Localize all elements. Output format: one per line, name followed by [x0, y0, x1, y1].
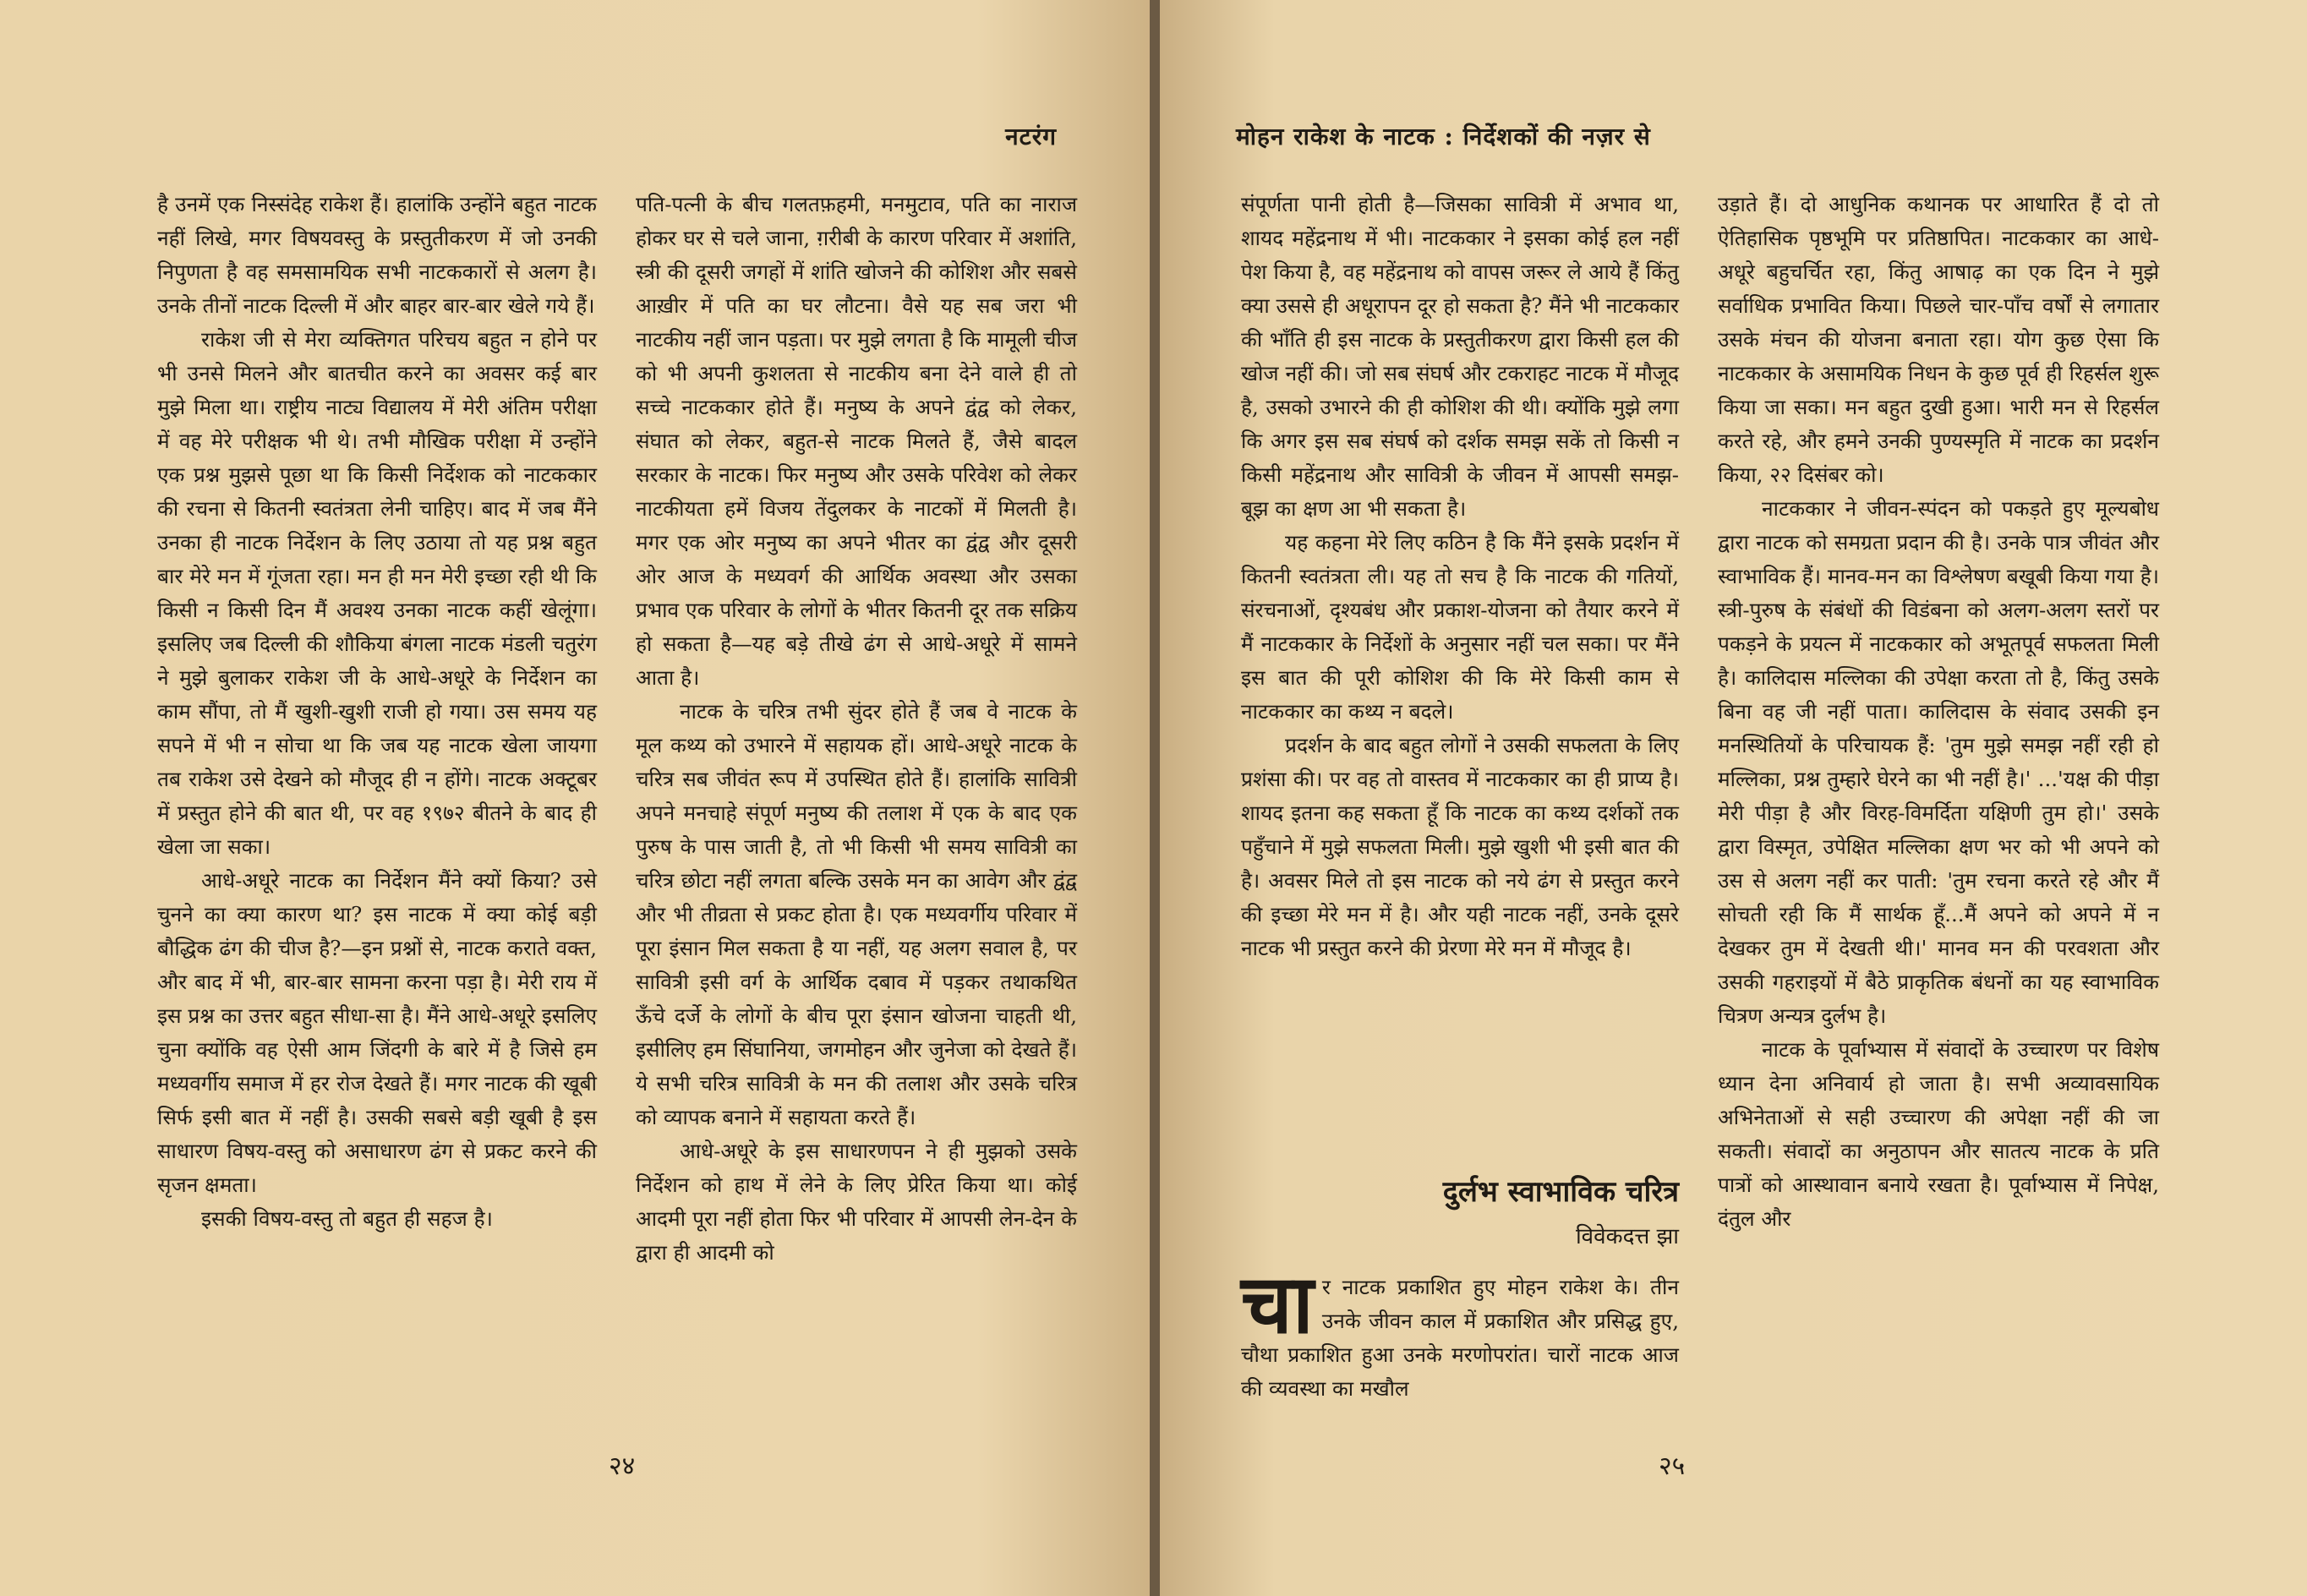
paragraph: नाटककार ने जीवन-स्पंदन को पकड़ते हुए मूल्यबोध द्वारा नाटक को समग्रता प्रदान की है। उनके पात्र जीवंत और स्वाभाविक हैं। मानव-मन का विश्लेषण बखूबी किया गया है। स्त्री-पुरुष के संबंधों की विडंबना को अलग-अलग स्तरों पर पकड़ने के प्रयत्न में नाटककार को अभूतपूर्व सफलता मिली है। कालिदास मल्लिका की उपेक्षा करता तो है, किंतु उसके बिना वह जी नहीं पाता। कालिदास के संवाद उसकी इन मनस्थितियों के परिचायक हैं: 'तुम मुझे समझ नहीं रही हो मल्लिका, प्रश्न तुम्हारे घेरने का भी नहीं है।' ...'यक्ष की पीड़ा मेरी पीड़ा है और विरह-विमर्दिता यक्षिणी तुम हो।' उसके द्वारा विस्मृत, उपेक्षित मल्लिका क्षण भर को भी अपने को उस से अलग नहीं कर पाती: 'तुम रचना करते रहे और मैं सोचती रही कि मैं सार्थक हूँ...मैं अपने को अपने में न देखकर तुम में देखती थी।' मानव मन की परवशता और उसकी गहराइयों में बैठे प्राकृतिक बंधनों का यह स्वाभाविक चित्रण अन्यत्र दुर्लभ है।	[1718, 496, 2159, 1028]
left-column-2	[636, 188, 1077, 1270]
page-number: २४	[609, 1451, 636, 1481]
paragraph: नाटक के पूर्वाभ्यास में संवादों के उच्चारण पर विशेष ध्यान देना अनिवार्य हो जाता है। सभी अव्यावसायिक अभिनेताओं से सही उच्चारण की अपेक्षा नहीं की जा सकती। संवादों का अनुठापन और सातत्य नाटक के प्रति पात्रों को आस्थावान बनाये रखता है। पूर्वाभ्यास में निपेक्ष, दंतुल और	[1718, 1037, 2159, 1231]
paragraph: प्रदर्शन के बाद बहुत लोगों ने उसकी सफलता के लिए प्रशंसा की। पर वह तो वास्तव में नाटककार का ही प्राप्य है। शायद इतना कह सकता हूँ कि नाटक का कथ्य दर्शकों तक पहुँचाने में मुझे सफलता मिली। मुझे खुशी भी इसी बात की है। अवसर मिले तो इस नाटक को नये ढंग से प्रस्तुत करने की इच्छा मेरे मन में है। और यही नाटक नहीं, उनके दूसरे नाटक भी प्रस्तुत करने की प्रेरणा मेरे मन में मौजूद है।	[1241, 733, 1679, 960]
running-head: मोहन राकेश के नाटक : निर्देशकों की नज़र से	[1236, 123, 1651, 150]
paragraph: आधे-अधूरे नाटक का निर्देशन मैंने क्यों किया? उसे चुनने का क्या कारण था? इस नाटक में क्या कोई बड़ी बौद्धिक ढंग की चीज है?—इन प्रश्नों से, नाटक कराते वक्त, और बाद में भी, बार-बार सामना करना पड़ा है। मेरी राय में इस प्रश्न का उत्तर बहुत सीधा-सा है। मैंने आधे-अधूरे इसलिए चुना क्योंकि वह ऐसी आम जिंदगी के बारे में है जिसे हम मध्यवर्गीय समाज में हर रोज देखते हैं। मगर नाटक की खूबी सिर्फ इसी बात में नहीं है। उसकी सबसे बड़ी खूबी है इस साधारण विषय-वस्तु को असाधारण ढंग से प्रकट करने की सृजन क्षमता।	[157, 868, 597, 1197]
left-page	[0, 0, 1150, 1596]
paragraph: इसकी विषय-वस्तु तो बहुत ही सहज है।	[201, 1206, 493, 1231]
paragraph: नाटक के चरित्र तभी सुंदर होते हैं जब वे नाटक के मूल कथ्य को उभारने में सहायक हों। आधे-अधूरे नाटक के चरित्र सब जीवंत रूप में उपस्थित होते हैं। हालांकि सावित्री अपने मनचाहे संपूर्ण मनुष्य की तलाश में एक के बाद एक पुरुष के पास जाती है, तो भी किसी भी समय सावित्री का चरित्र छोटा नहीं लगता बल्कि उसके मन का आवेग और द्वंद्व और भी तीव्रता से प्रकट होता है। एक मध्यवर्गीय परिवार में पूरा इंसान मिल सकता है या नहीं, यह अलग सवाल है, पर सावित्री इसी वर्ग के आर्थिक दबाव में पड़कर तथाकथित ऊँचे दर्जे के लोगों के बीच पूरा इंसान खोजना चाहती थी, इसीलिए हम सिंघानिया, जगमोहन और जुनेजा को देखते हैं। ये सभी चरित्र सावित्री के मन की तलाश और उसके चरित्र को व्यापक बनाने में सहायता करते हैं।	[636, 699, 1077, 1129]
section-body	[1241, 1256, 1679, 1406]
page-number: २५	[1659, 1451, 1686, 1481]
drop-cap: चा	[1241, 1256, 1314, 1352]
article-section	[1241, 1171, 1679, 1406]
paragraph: राकेश जी से मेरा व्यक्तिगत परिचय बहुत न होने पर भी उनसे मिलने और बातचीत करने का अवसर कई बार मुझे मिला था। राष्ट्रीय नाट्य विद्यालय में मेरी अंतिम परीक्षा में वह मेरे परीक्षक भी थे। तभी मौखिक परीक्षा में उन्होंने एक प्रश्न मुझसे पूछा था कि किसी निर्देशक को नाटककार की रचना से कितनी स्वतंत्रता लेनी चाहिए। बाद में जब मैंने उनका ही नाटक निर्देशन के लिए उठाया तो यह प्रश्न बहुत बार मेरे मन में गूंजता रहा। मन ही मन मेरी इच्छा रही थी कि किसी न किसी दिन मैं अवश्य उनका नाटक कहीं खेलूंगा। इसलिए जब दिल्ली की शौकिया बंगला नाटक मंडली चतुरंग ने मुझे बुलाकर राकेश जी के आधे-अधूरे के निर्देशन का काम सौंपा, तो मैं खुशी-खुशी राजी हो गया। उस समय यह सपने में भी न सोचा था कि जब यह नाटक खेला जायगा तब राकेश उसे देखने को मौजूद ही न होंगे। नाटक अक्टूबर में प्रस्तुत होने की बात थी, पर वह १९७२ बीतने के बाद ही खेला जा सका।	[157, 327, 597, 859]
paragraph: पति-पत्नी के बीच गलतफ़हमी, मनमुटाव, पति का नाराज होकर घर से चले जाना, ग़रीबी के कारण परिवार में अशांति, स्त्री की दूसरी जगहों में शांति खोजने की कोशिश और सबसे आख़ीर में पति का घर लौटना। वैसे यह सब जरा भी नाटकीय नहीं जान पड़ता। पर मुझे लगता है कि मामूली चीज को भी अपनी कुशलता से नाटकीय बना देने वाले ही तो सच्चे नाटककार होते हैं। मनुष्य के अपने द्वंद्व को लेकर, संघात को लेकर, बहुत-से नाटक मिलते हैं, जैसे बादल सरकार के नाटक। फिर मनुष्य और उसके परिवेश को लेकर नाटकीयता हमें विजय तेंदुलकर के नाटकों में मिलती है। मगर एक ओर मनुष्य का अपने भीतर का द्वंद्व और दूसरी ओर आज के मध्यवर्ग की आर्थिक अवस्था और उसका प्रभाव एक परिवार के लोगों के भीतर कितनी दूर तक सक्रिय हो सकता है—यह बड़े तीखे ढंग से आधे-अधूरे में सामने आता है।	[636, 192, 1077, 690]
left-column-1	[157, 188, 597, 1236]
section-author: विवेकदत्त झा	[1575, 1224, 1679, 1249]
right-column-2	[1718, 188, 2159, 1236]
paragraph: यह कहना मेरे लिए कठिन है कि मैंने इसके प्रदर्शन में कितनी स्वतंत्रता ली। यह तो सच है कि नाटक की गतियों, संरचनाओं, दृश्यबंध और प्रकाश-योजना को तैयार करने में मैं नाटककार के निर्देशों के अनुसार नहीं चल सका। पर मैंने इस बात की पूरी कोशिश की कि मेरे किसी काम से नाटककार का कथ्य न बदले।	[1241, 530, 1679, 724]
section-text: र नाटक प्रकाशित हुए मोहन राकेश के। तीन उनके जीवन काल में प्रकाशित और प्रसिद्ध हुए, चौथा प्रकाशित हुआ उनके मरणोपरांत। चारों नाटक आज की व्यवस्था का मखौल	[1241, 1275, 1679, 1401]
right-page	[1160, 0, 2307, 1596]
right-column-1	[1241, 188, 1679, 965]
paragraph: उड़ाते हैं। दो आधुनिक कथानक पर आधारित हैं दो तो ऐतिहासिक पृष्ठभूमि पर प्रतिष्ठापित। नाटककार का आधे-अधूरे बहुचर्चित रहा, किंतु आषाढ़ का एक दिन ने मुझे सर्वाधिक प्रभावित किया। पिछले चार-पाँच वर्षों से लगातार उसके मंचन की योजना बनाता रहा। योग कुछ ऐसा कि नाटककार के असामयिक निधन के कुछ पूर्व ही रिहर्सल शुरू किया जा सका। मन बहुत दुखी हुआ। भारी मन से रिहर्सल करते रहे, और हमने उनकी पुण्यस्मृति में नाटक का प्रदर्शन किया, २२ दिसंबर को।	[1718, 192, 2159, 487]
paragraph: है उनमें एक निस्संदेह राकेश हैं। हालांकि उन्होंने बहुत नाटक नहीं लिखे, मगर विषयवस्तु के प्रस्तुतीकरण में जो उनकी निपुणता है वह समसामयिक सभी नाटककारों से अलग है। उनके तीनों नाटक दिल्ली में और बाहर बार-बार खेले गये हैं।	[157, 192, 597, 318]
running-head: नटरंग	[1005, 123, 1057, 150]
book-gutter	[1150, 0, 1160, 1596]
paragraph: आधे-अधूरे के इस साधारणपन ने ही मुझको उसके निर्देशन को हाथ में लेने के लिए प्रेरित किया था। कोई आदमी पूरा नहीं होता फिर भी परिवार में आपसी लेन-देन के द्वारा ही आदमी को	[636, 1139, 1077, 1265]
section-heading: दुर्लभ स्वाभाविक चरित्र	[1442, 1175, 1679, 1209]
paragraph: संपूर्णता पानी होती है—जिसका सावित्री में अभाव था, शायद महेंद्रनाथ में भी। नाटककार ने इसका कोई हल नहीं पेश किया है, वह महेंद्रनाथ को वापस जरूर ले आये हैं किंतु क्या उससे ही अधूरापन दूर हो सकता है? मैंने भी नाटककार की भाँति ही इस नाटक के प्रस्तुतीकरण द्वारा किसी हल की खोज नहीं की। जो सब संघर्ष और टकराहट नाटक में मौजूद है, उसको उभारने की ही कोशिश की थी। क्योंकि मुझे लगा कि अगर इस सब संघर्ष को दर्शक समझ सकें तो किसी न किसी महेंद्रनाथ और सावित्री के जीवन में आपसी समझ-बूझ का क्षण आ भी सकता है।	[1241, 192, 1679, 521]
